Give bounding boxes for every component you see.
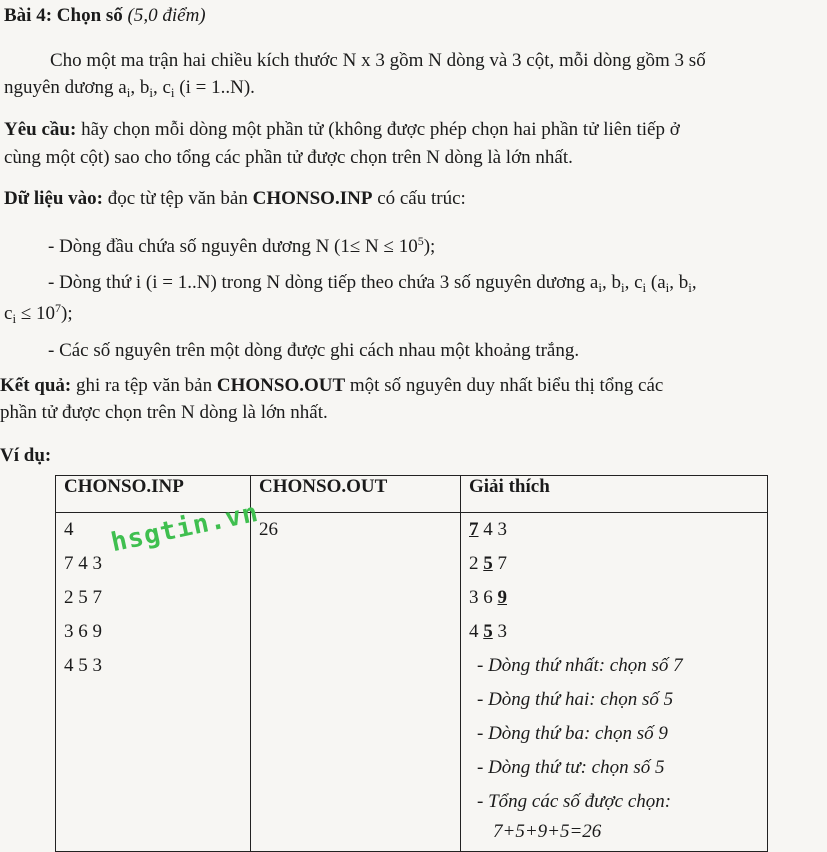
input-item-text: ≤ 10 bbox=[16, 303, 55, 324]
input-item-text: , bbox=[691, 272, 697, 293]
explain-row bbox=[469, 615, 759, 649]
explain-note: - Tổng các số được chọn: bbox=[477, 791, 672, 812]
problem-points: (5,0 điểm) bbox=[127, 5, 206, 26]
sub-i: i bbox=[126, 85, 131, 100]
output-text: một số nguyên duy nhất biểu thị tổng các bbox=[349, 375, 664, 396]
input-item-text: - Dòng thứ i (i = 1..N) trong N dòng tiếp theo chứa 3 số nguyên dương a bbox=[48, 272, 599, 293]
input-item-text: , c bbox=[624, 272, 643, 293]
explain-note: - Dòng thứ hai: chọn số 5 bbox=[477, 689, 674, 710]
problem-title-bold: Bài 4: Chọn số bbox=[4, 5, 123, 26]
intro-line-2 bbox=[4, 76, 255, 105]
input-item-3: - Các số nguyên trên một dòng được ghi cách nhau một khoảng trắng. bbox=[48, 340, 580, 361]
sub-i: i bbox=[688, 280, 692, 295]
header-out: CHONSO.OUT bbox=[251, 476, 461, 513]
input-item-text: , b bbox=[669, 272, 689, 293]
sub-i: i bbox=[620, 280, 625, 295]
intro-text: (i = 1..N). bbox=[174, 77, 255, 98]
explain-num: 3 6 bbox=[469, 587, 498, 608]
chosen-num: 7 bbox=[469, 519, 479, 540]
intro-text: nguyên dương a bbox=[4, 77, 127, 98]
input-item-text: c bbox=[4, 303, 13, 324]
out-line: 26 bbox=[259, 519, 278, 540]
input-item-text: , b bbox=[601, 272, 621, 293]
sub-i: i bbox=[149, 85, 153, 100]
input-heading bbox=[4, 187, 466, 211]
output-line-1 bbox=[0, 374, 663, 398]
input-text: có cấu trúc: bbox=[377, 188, 466, 209]
intro-line-1: Cho một ma trận hai chiều kích thước N x 3 gồm N dòng và 3 cột, mỗi dòng gồm 3 số bbox=[50, 50, 706, 71]
inp-line: 4 5 3 bbox=[64, 655, 102, 676]
input-filename: CHONSO.INP bbox=[252, 188, 373, 209]
chosen-num: 5 bbox=[483, 621, 493, 642]
requirement-line-1 bbox=[4, 118, 680, 142]
chosen-num: 9 bbox=[497, 587, 507, 608]
explain-row bbox=[469, 547, 759, 581]
explain-row bbox=[469, 513, 759, 547]
sub-i: i bbox=[665, 280, 670, 295]
input-label: Dữ liệu vào: bbox=[4, 188, 104, 209]
explain-note: - Dòng thứ nhất: chọn số 7 bbox=[477, 655, 683, 676]
explain-note: - Dòng thứ tư: chọn số 5 bbox=[477, 757, 665, 778]
sub-i: i bbox=[598, 280, 602, 295]
intro-text: , c bbox=[152, 77, 171, 98]
inp-cell bbox=[56, 513, 251, 852]
requirement-line-2: cùng một cột) sao cho tổng các phần tử được chọn trên N dòng là lớn nhất. bbox=[4, 147, 573, 168]
explain-num: 3 bbox=[492, 621, 507, 642]
inp-line: 3 6 9 bbox=[64, 621, 102, 642]
table-row bbox=[56, 513, 768, 852]
superscript: 7 bbox=[55, 301, 61, 315]
header-explain: Giải thích bbox=[461, 476, 768, 513]
explain-num: 4 3 bbox=[478, 519, 507, 540]
chosen-num: 5 bbox=[483, 553, 493, 574]
input-item-2-line-2 bbox=[4, 296, 73, 331]
input-item-text: (a bbox=[646, 272, 666, 293]
watermark: hsgtin.vn bbox=[108, 497, 262, 559]
header-inp: CHONSO.INP bbox=[56, 476, 251, 513]
inp-line: 2 5 7 bbox=[64, 587, 102, 608]
superscript: 5 bbox=[417, 234, 424, 248]
explain-num: 7 bbox=[492, 553, 507, 574]
explain-num: 4 bbox=[469, 621, 484, 642]
output-line-2: phần tử được chọn trên N dòng là lớn nhất. bbox=[0, 402, 328, 423]
sub-i: i bbox=[170, 85, 175, 100]
problem-title bbox=[4, 4, 206, 28]
input-item-text: ); bbox=[423, 236, 436, 257]
input-text: đọc từ tệp văn bản bbox=[107, 188, 248, 209]
out-cell bbox=[251, 513, 461, 852]
inp-line: 7 4 3 bbox=[64, 553, 102, 574]
requirement-label: Yêu cầu: bbox=[4, 119, 77, 140]
output-filename: CHONSO.OUT bbox=[216, 375, 346, 396]
explain-cell bbox=[461, 513, 768, 852]
example-label-text: Ví dụ: bbox=[0, 445, 52, 466]
sub-i: i bbox=[12, 311, 17, 326]
explain-row bbox=[469, 581, 759, 615]
output-text: ghi ra tệp văn bản bbox=[76, 375, 213, 396]
explain-num: 2 bbox=[469, 553, 484, 574]
input-item-2-line-1 bbox=[48, 271, 697, 300]
input-item-1 bbox=[48, 229, 435, 259]
input-item-text: ); bbox=[61, 303, 73, 324]
output-label: Kết quả: bbox=[0, 375, 72, 396]
inp-line: 4 bbox=[64, 519, 74, 540]
explain-note: - Dòng thứ ba: chọn số 9 bbox=[477, 723, 668, 744]
sub-i: i bbox=[642, 280, 647, 295]
input-item-text: - Dòng đầu chứa số nguyên dương N (1≤ N ≤ 10 bbox=[48, 236, 418, 257]
requirement-text: hãy chọn mỗi dòng một phần tử (không được phép chọn hai phần tử liên tiếp ở bbox=[81, 119, 680, 140]
table-header-row bbox=[56, 476, 768, 513]
intro-text: , b bbox=[130, 77, 150, 98]
explain-sum: 7+5+9+5=26 bbox=[493, 821, 602, 842]
example-label bbox=[0, 444, 51, 468]
